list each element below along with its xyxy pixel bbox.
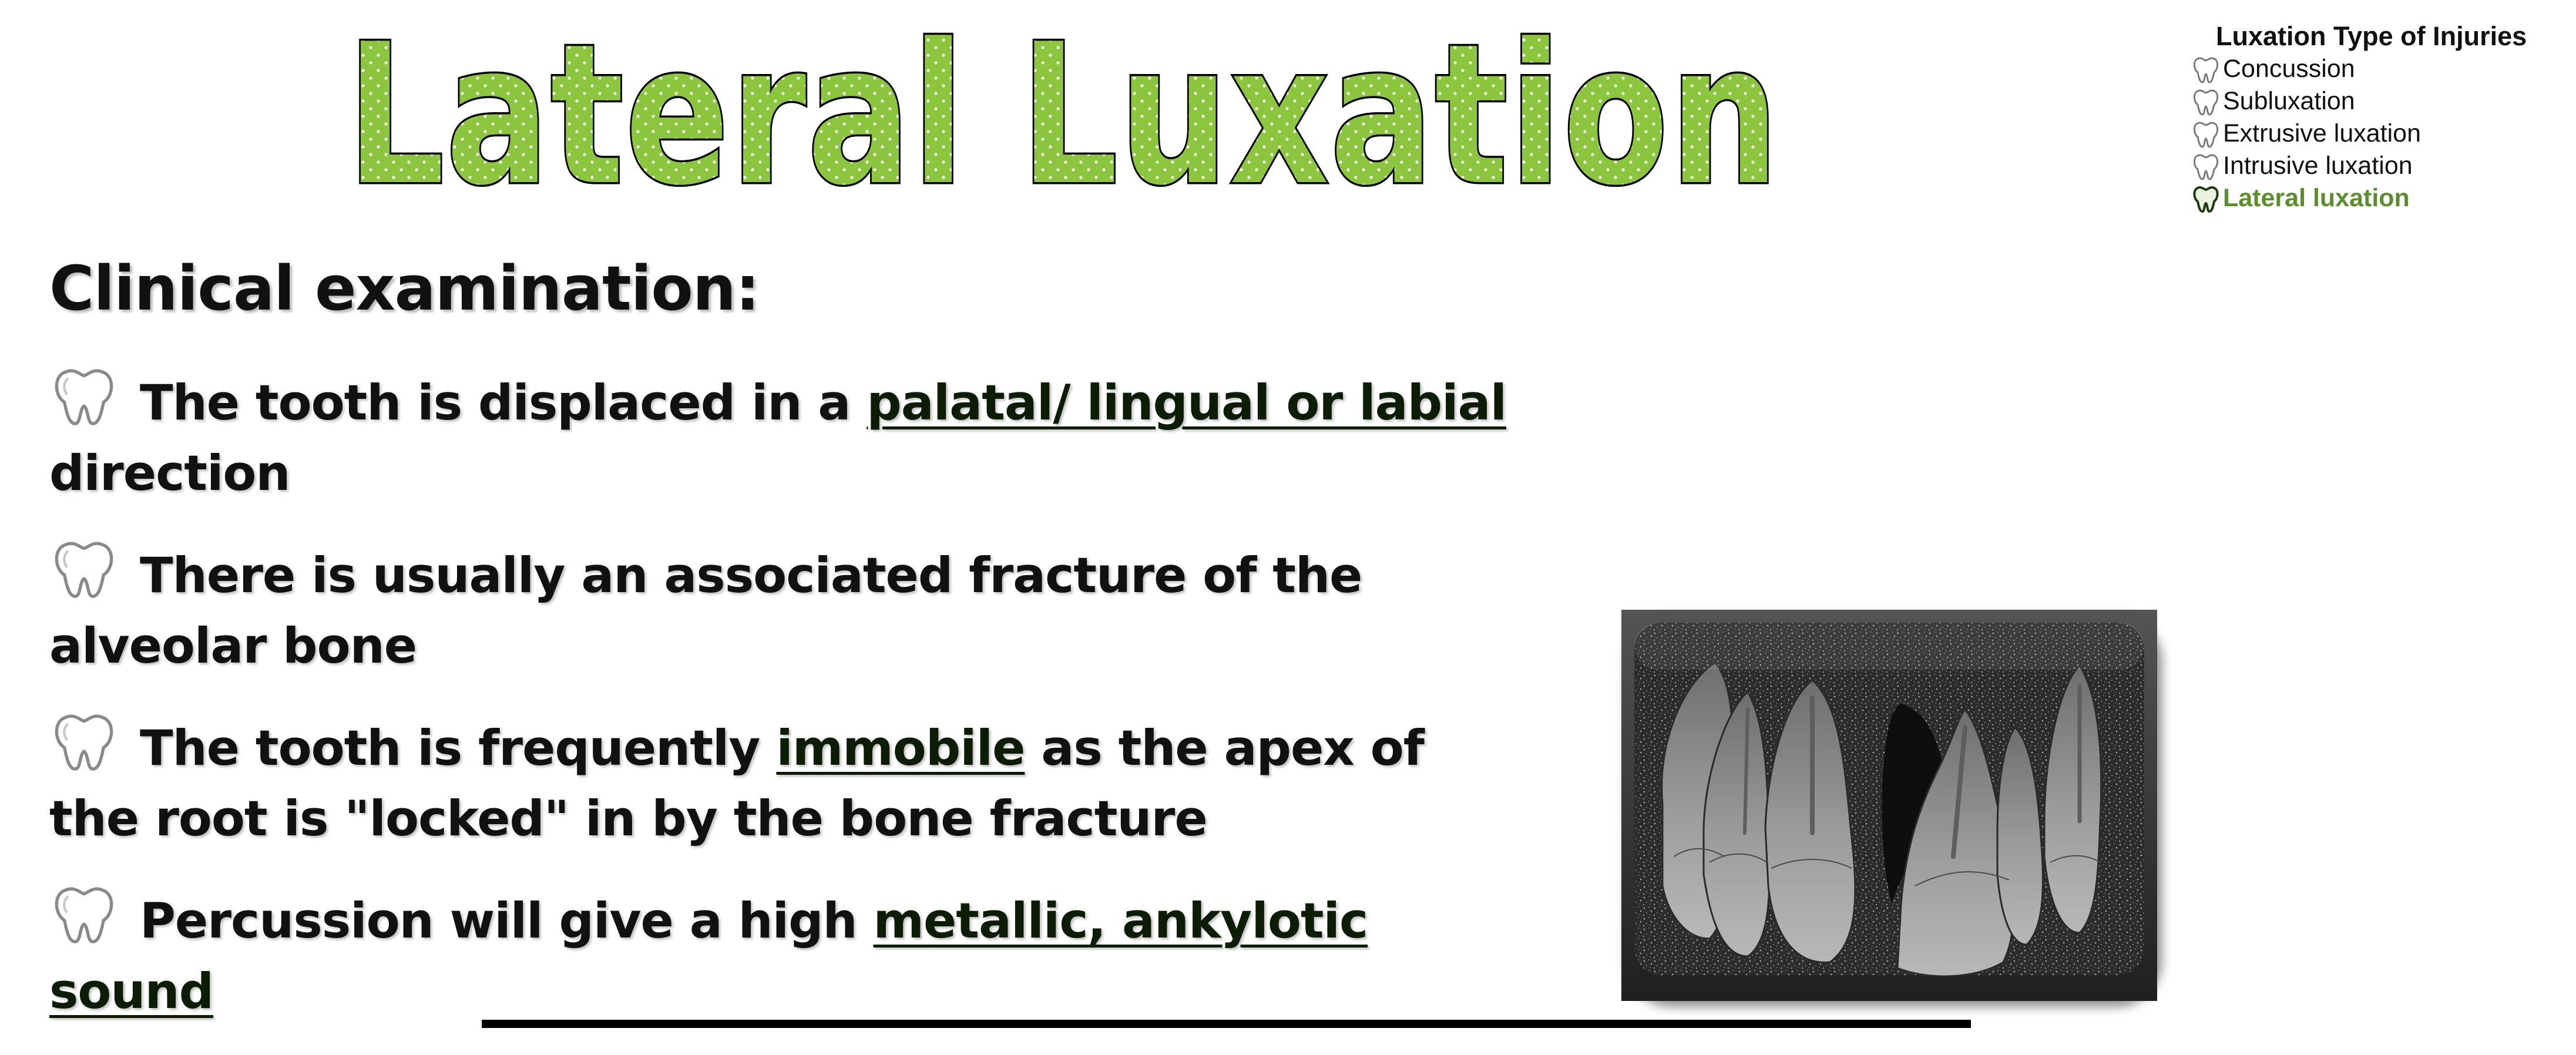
bottom-divider xyxy=(482,1020,1971,1028)
nav-item-subluxation[interactable] xyxy=(2191,85,2567,117)
nav-item-concussion[interactable] xyxy=(2191,53,2567,85)
title-text: Lateral Luxation xyxy=(347,2,1780,228)
clinical-findings-list xyxy=(49,364,1518,1055)
nav-item-label: Concussion xyxy=(2223,55,2355,83)
nav-item-label: Subluxation xyxy=(2223,87,2355,115)
list-item xyxy=(49,882,1518,1027)
nav-item-extrusive-luxation[interactable] xyxy=(2191,117,2567,150)
tooth-icon xyxy=(49,882,119,946)
list-item xyxy=(49,364,1518,509)
tooth-icon xyxy=(2191,119,2221,149)
bullet-emphasis: palatal/ lingual or labial xyxy=(866,374,1507,431)
tooth-icon xyxy=(49,537,119,600)
bullet-text: The tooth is displaced in a xyxy=(140,374,867,431)
bullet-text: direction xyxy=(49,445,290,502)
nav-item-lateral-luxation[interactable] xyxy=(2191,182,2567,214)
bullet-text: Percussion will give a high xyxy=(140,892,874,949)
tooth-icon xyxy=(49,710,119,773)
nav-item-label: Intrusive luxation xyxy=(2223,152,2413,180)
section-heading: Clinical examination: xyxy=(49,253,760,324)
list-item xyxy=(49,537,1518,681)
nav-item-label: Lateral luxation xyxy=(2223,184,2410,212)
tooth-icon xyxy=(2191,152,2221,181)
nav-item-label: Extrusive luxation xyxy=(2223,119,2421,147)
page-title xyxy=(329,2,1798,228)
nav-heading: Luxation Type of Injuries xyxy=(2216,21,2527,51)
nav-item-intrusive-luxation[interactable] xyxy=(2191,150,2567,182)
bullet-emphasis: immobile xyxy=(776,720,1025,777)
dental-xray-image xyxy=(1621,610,2157,1001)
tooth-icon xyxy=(2191,184,2221,213)
tooth-icon xyxy=(2191,55,2221,84)
tooth-icon xyxy=(49,364,119,428)
bullet-text: as the apex of the root is "locked" in by the bone fracture xyxy=(49,720,1424,847)
list-item xyxy=(49,710,1518,854)
bullet-emphasis: metallic, ankylotic sound xyxy=(49,892,1368,1020)
bullet-text: There is usually an associated fracture of the alveolar bone xyxy=(49,547,1362,674)
tooth-icon xyxy=(2191,87,2221,116)
luxation-types-nav xyxy=(2191,20,2567,214)
bullet-text: The tooth is frequently xyxy=(140,720,777,777)
